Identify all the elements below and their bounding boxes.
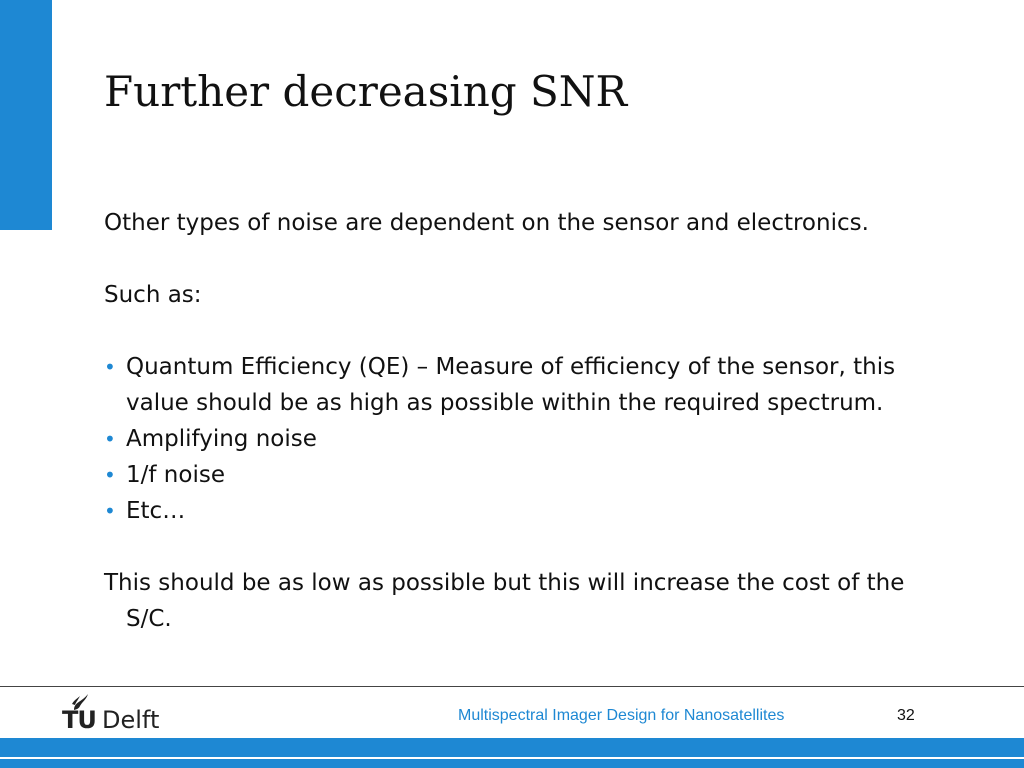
bullet-marker: •	[104, 355, 116, 379]
bullet-marker: •	[104, 463, 116, 487]
spacer	[104, 313, 944, 349]
tu-delft-logo	[62, 692, 172, 736]
bullet-text: Amplifying noise	[126, 426, 317, 452]
slide-title: Further decreasing SNR	[104, 67, 628, 116]
bullet-marker: •	[104, 499, 116, 523]
such-as-text: Such as:	[104, 282, 202, 308]
spacer	[104, 529, 944, 565]
bullet-item	[104, 349, 944, 421]
bullet-marker: •	[104, 427, 116, 451]
bottom-band-line	[0, 757, 1024, 759]
bullet-item	[104, 493, 944, 529]
bullet-item	[104, 421, 944, 457]
bullet-item	[104, 457, 944, 493]
spacer	[104, 241, 944, 277]
logo-delft-text: Delft	[102, 706, 160, 734]
footer-divider	[0, 686, 1024, 687]
bullet-text: Quantum Efficiency (QE) – Measure of efficiency of the sensor, this value should be as high as possible within the required spectrum.	[126, 354, 896, 416]
accent-bar	[0, 0, 52, 230]
logo-tu-text: TU	[62, 706, 96, 734]
intro-text: Other types of noise are dependent on the sensor and electronics.	[104, 210, 869, 236]
bullet-text: 1/f noise	[126, 462, 225, 488]
conclusion-text: This should be as low as possible but this will increase the cost of the S/C.	[104, 570, 905, 632]
slide-body	[104, 205, 944, 637]
bottom-band	[0, 738, 1024, 768]
page-number: 32	[897, 707, 915, 724]
bullet-text: Etc…	[126, 498, 186, 524]
presentation-title: Multispectral Imager Design for Nanosatellites	[458, 707, 785, 724]
